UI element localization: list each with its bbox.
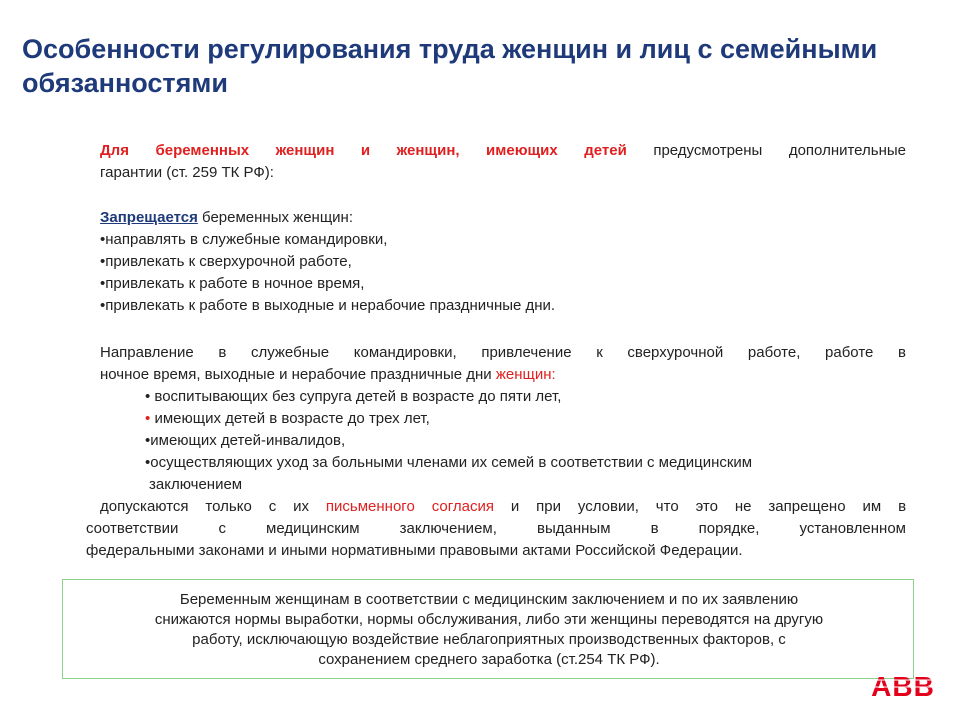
intro-paragraph: [100, 140, 906, 184]
list-item: •привлекать к сверхурочной работе,: [100, 253, 352, 270]
consent-line-1: [86, 496, 906, 518]
consent-text-a: допускаются только с их: [100, 498, 309, 515]
list-item: •направлять в служебные командировки,: [100, 231, 388, 248]
direction-line-1: Направление в служебные командировки, привлечение к сверхурочной работе, работе в: [100, 344, 906, 361]
info-box-line: Беременным женщинам в соответствии с медицинским заключением и по их заявлению: [179, 591, 799, 608]
list-item: • воспитывающих без супруга детей в возрасте до пяти лет,: [145, 388, 562, 405]
abb-logo: [868, 670, 938, 700]
list-item: •имеющих детей-инвалидов,: [145, 432, 346, 449]
forbidden-heading-line: [100, 207, 906, 229]
list-item-text: имеющих детей в возрасте до трех лет,: [154, 410, 430, 427]
list-item-continuation: заключением: [149, 476, 243, 493]
list-item: [145, 408, 910, 430]
intro-line-1: [100, 140, 906, 162]
forbidden-heading-rest: беременных женщин:: [202, 209, 353, 226]
consent-paragraph: [86, 496, 906, 562]
info-box: [62, 579, 914, 679]
info-box-line: работу, исключающую воздействие неблагоприятных производственных факторов, с: [192, 631, 786, 648]
list-item: •осуществляющих уход за больными членами их семей в соответствии с медицинским: [145, 454, 753, 471]
written-consent: письменного согласия: [325, 498, 494, 515]
consent-text-b: и при условии, что это не запрещено им в: [510, 498, 907, 515]
info-box-line: снижаются нормы выработки, нормы обслуживания, либо эти женщины переводятся на другую: [154, 611, 824, 628]
intro-highlight: Для беременных женщин и женщин, имеющих детей: [100, 142, 627, 159]
direction-paragraph: [100, 342, 906, 386]
red-bullet: •: [145, 410, 151, 427]
forbidden-heading: Запрещается: [100, 209, 198, 226]
consent-line-3: федеральными законами и иными нормативными правовыми актами Российской Федерации.: [86, 542, 743, 559]
list-item: •привлекать к работе в выходные и нерабочие праздничные дни.: [100, 297, 556, 314]
info-box-text: [63, 590, 915, 670]
svg-text:ABB: ABB: [871, 671, 935, 700]
forbidden-section: [100, 207, 906, 317]
direction-line-2-text: ночное время, выходные и нерабочие праздничные дни: [100, 366, 492, 383]
page-title: Особенности регулирования труда женщин и лиц с семейными обязанностями: [22, 34, 878, 98]
info-box-line: сохранением среднего заработка (ст.254 ТК РФ).: [318, 651, 660, 668]
list-item: •привлекать к работе в ночное время,: [100, 275, 365, 292]
consent-line-2: соответствии с медицинским заключением, выданным в порядке, установленном: [86, 520, 906, 537]
intro-line-2: гарантии (ст. 259 ТК РФ):: [100, 164, 274, 181]
direction-line-2: [100, 364, 906, 386]
direction-women-label: женщин:: [495, 366, 556, 383]
direction-list: [145, 386, 910, 496]
intro-rest-1: предусмотрены дополнительные: [653, 142, 907, 159]
